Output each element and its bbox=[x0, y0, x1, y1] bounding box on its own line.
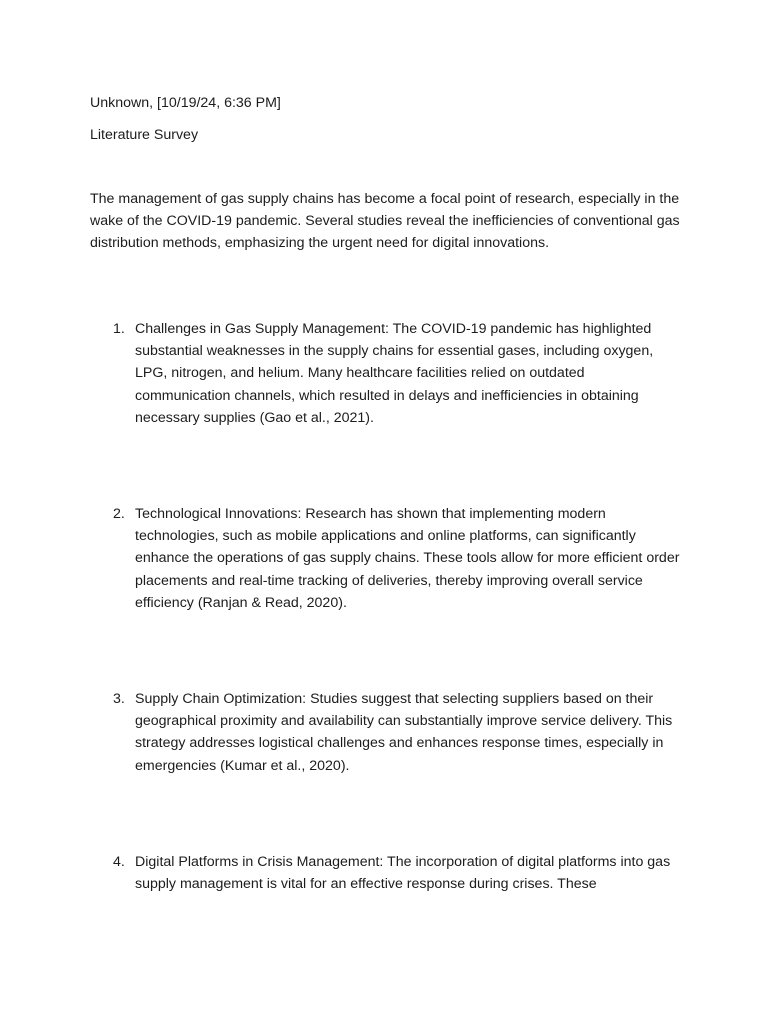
intro-paragraph: The management of gas supply chains has become a focal point of research, especially in the wake of the COVID-19 pandemic. Several studies reveal the inefficiencies of conventional gas distribution methods, emphasizing the urgent need for digital innovations. bbox=[90, 191, 680, 252]
message-meta: Unknown, [10/19/24, 6:36 PM] bbox=[90, 95, 281, 111]
list-item-number: 2. bbox=[113, 506, 125, 522]
list-item-number: 3. bbox=[113, 691, 125, 707]
list-item-number: 4. bbox=[113, 854, 125, 870]
list-item-number: 1. bbox=[113, 321, 125, 337]
list-item-text: Technological Innovations: Research has shown that implementing modern technologies, such as mobile applications and online platforms, can significantly enhance the operations of gas supply chains. These tools allow for more efficient order placements and real-time tracking of deliveries, thereby improving overall service efficiency (Ranjan & Read, 2020). bbox=[135, 506, 680, 611]
page-title: Literature Survey bbox=[90, 127, 199, 143]
list-item-text: Supply Chain Optimization: Studies suggest that selecting suppliers based on their geographical proximity and availability can substantially improve service delivery. This strategy addresses logistical challenges and enhances response times, especially in emergencies (Kumar et al., 2020). bbox=[135, 691, 673, 774]
list-item-text: Digital Platforms in Crisis Management: The incorporation of digital platforms into gas supply management is vital for an effective response during crises. These bbox=[135, 854, 671, 893]
list-item-text: Challenges in Gas Supply Management: The COVID-19 pandemic has highlighted substantial weaknesses in the supply chains for essential gases, including oxygen, LPG, nitrogen, and helium. Many healthcare facilities relied on outdated communication channels, which resulted in delays and inefficiencies in obtaining necessary supplies (Gao et al., 2021). bbox=[135, 321, 654, 426]
